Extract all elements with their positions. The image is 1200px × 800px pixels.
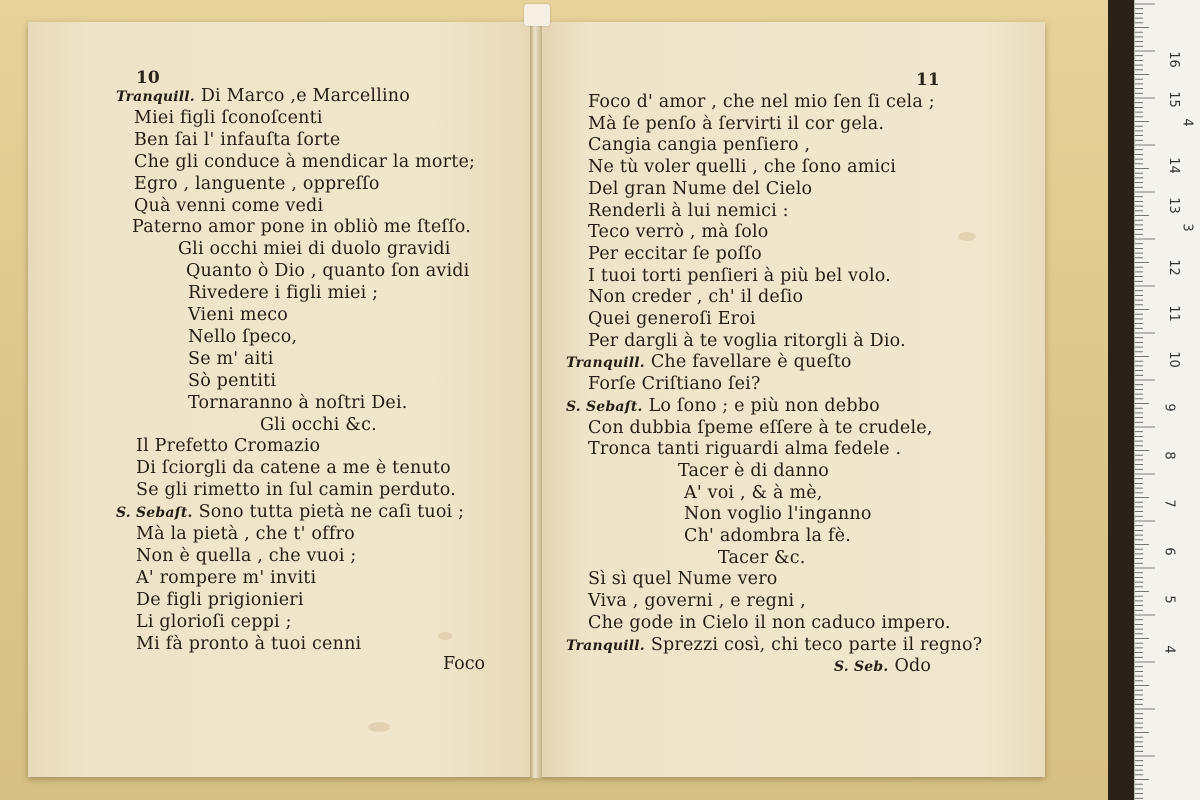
text-line xyxy=(186,261,469,281)
verse-text: Tornaranno à noſtri Dei. xyxy=(188,392,408,413)
verse-text: Se gli rimetto in ſul camin perduto. xyxy=(136,480,456,501)
text-line xyxy=(566,635,982,655)
text-line xyxy=(134,130,340,150)
verse-text: Non è quella , che vuoi ; xyxy=(136,545,357,566)
text-line xyxy=(188,283,378,303)
text-line xyxy=(684,483,823,503)
text-line xyxy=(132,217,471,237)
ruler-number: 3 xyxy=(1179,223,1195,232)
verse-text: Foco d' amor , che nel mio ſen ſi cela ; xyxy=(588,92,935,112)
verse-text: Nello ſpeco, xyxy=(188,326,298,347)
text-line xyxy=(588,179,812,199)
speaker-name: S. Sebaſt. xyxy=(116,505,193,522)
text-line xyxy=(588,309,756,329)
ruler-number: 15 xyxy=(1165,91,1181,108)
right-page-text xyxy=(538,22,1045,777)
text-line xyxy=(188,305,288,325)
binding-thread xyxy=(524,4,550,26)
text-line xyxy=(134,152,475,172)
verse-text: Quanto ò Dio , quanto ſon avidi xyxy=(186,261,470,282)
right-page xyxy=(538,22,1045,777)
text-line xyxy=(136,546,357,566)
text-line xyxy=(588,569,778,589)
text-line xyxy=(116,86,410,106)
speaker-name: S. Seb. xyxy=(834,659,889,676)
verse-text: Mà la pietà , che t' offro xyxy=(136,524,355,544)
verse-text: Che gode in Cielo il non caduco impero. xyxy=(588,612,951,633)
ruler-number: 7 xyxy=(1161,499,1177,508)
verse-text: Il Prefetto Cromazio xyxy=(136,436,321,457)
verse-text: Teco verrò , mà ſolo xyxy=(588,222,769,243)
verse-text: Del gran Nume del Cielo xyxy=(588,178,813,199)
ruler-number: 16 xyxy=(1165,51,1181,68)
verse-text: Vieni meco xyxy=(188,305,289,325)
background-edge xyxy=(1108,0,1134,800)
text-line xyxy=(678,461,829,481)
text-line xyxy=(588,287,803,307)
verse-text: A' rompere m' inviti xyxy=(136,567,317,588)
text-line xyxy=(136,590,304,610)
paper-stain xyxy=(958,232,976,241)
text-line xyxy=(188,327,297,347)
verse-text: Li glorioſi ceppi ; xyxy=(136,611,292,632)
verse-text: Che gli conduce à mendicar la morte; xyxy=(134,151,476,172)
text-line xyxy=(588,439,901,459)
verse-text: Gli occhi &c. xyxy=(260,414,377,435)
verse-text: Cangia cangia penſiero , xyxy=(588,135,811,156)
verse-text: Mà ſe penſo à ſervirti il cor gela. xyxy=(588,113,885,134)
text-line xyxy=(136,568,316,588)
verse-text: Tacer &c. xyxy=(718,547,806,568)
verse-text: Non creder , ch' il deſio xyxy=(588,287,804,308)
left-catchword: Foco xyxy=(443,654,486,674)
paper-stain xyxy=(368,722,390,732)
verse-text: Quei generoſi Eroi xyxy=(588,309,756,329)
text-line xyxy=(136,612,292,632)
ruler-number: 4 xyxy=(1179,118,1195,127)
text-line xyxy=(188,393,408,413)
verse-text: Di Marco ,e Marcellino xyxy=(200,86,410,106)
left-page xyxy=(28,22,534,777)
verse-text: Ch' adombra la fè. xyxy=(684,526,851,546)
speaker-name: Tranquill. xyxy=(566,637,645,654)
ruler-number: 4 xyxy=(1161,645,1177,654)
text-line xyxy=(588,135,810,155)
speaker-name: Tranquill. xyxy=(116,89,195,105)
verse-text: Lo ſono ; e più non debbo xyxy=(648,395,880,416)
verse-text: Sono tutta pietà ne caſi tuoi ; xyxy=(198,502,465,523)
text-line xyxy=(718,548,806,568)
left-page-number: 10 xyxy=(136,68,160,88)
measurement-ruler xyxy=(1134,0,1200,800)
text-line xyxy=(136,436,320,456)
paper-stain xyxy=(438,632,452,640)
verse-text: A' voi , & à mè, xyxy=(684,482,823,503)
verse-text: Sprezzi così, chi teco parte il regno? xyxy=(650,634,983,655)
text-line xyxy=(588,331,906,351)
verse-text: Tronca tanti riguardi alma fedele . xyxy=(588,439,902,460)
text-line xyxy=(588,244,762,264)
text-line xyxy=(834,656,931,676)
right-page-number: 11 xyxy=(916,70,940,90)
verse-text: Ne tù voler quelli , che ſono amici xyxy=(588,157,897,178)
speaker-name: S. Sebaſt. xyxy=(566,398,643,415)
ruler-number: 12 xyxy=(1165,259,1181,276)
text-line xyxy=(566,396,880,416)
verse-text: Se m' aiti xyxy=(188,348,274,369)
verse-text: Ben ſai l' infauſta ſorte xyxy=(134,129,341,150)
ruler-number: 13 xyxy=(1165,197,1181,214)
text-line xyxy=(588,374,761,394)
verse-text: Renderli à lui nemici : xyxy=(588,200,789,221)
verse-text: Che favellare è queſto xyxy=(650,352,852,373)
verse-text: Rivedere i figli miei ; xyxy=(188,283,379,304)
text-line xyxy=(588,266,891,286)
text-line xyxy=(116,502,464,522)
verse-text: Miei figli ſconoſcenti xyxy=(134,107,323,128)
ruler-number: 14 xyxy=(1165,157,1181,174)
text-line xyxy=(260,415,377,435)
text-line xyxy=(588,222,769,242)
verse-text: Gli occhi miei di duolo gravidi xyxy=(178,239,451,260)
text-line xyxy=(134,196,323,216)
verse-text: Egro , languente , oppreſſo xyxy=(134,173,380,194)
text-line xyxy=(566,352,852,372)
text-line xyxy=(588,92,935,112)
verse-text: Sò pentiti xyxy=(188,370,277,391)
verse-text: Di ſciorgli da catene a me è tenuto xyxy=(136,458,451,479)
verse-text: Non voglio l'inganno xyxy=(684,504,872,525)
text-line xyxy=(188,371,276,391)
ruler-number: 8 xyxy=(1161,451,1177,460)
ruler-number: 5 xyxy=(1161,595,1177,604)
verse-text: Per dargli à te voglia ritorgli à Dio. xyxy=(588,330,906,351)
verse-text: Viva , governi , e regni , xyxy=(588,591,806,612)
text-line xyxy=(684,504,872,524)
verse-text: De figli prigionieri xyxy=(136,589,304,610)
text-line xyxy=(188,349,274,369)
text-line xyxy=(134,108,323,128)
text-line xyxy=(588,613,951,633)
ruler-number: 10 xyxy=(1165,351,1181,368)
verse-text: Sì sì quel Nume vero xyxy=(588,569,778,590)
ruler-number: 11 xyxy=(1165,305,1181,322)
text-line xyxy=(178,239,451,259)
verse-text: Con dubbia ſpeme eſſere à te crudele, xyxy=(588,417,933,438)
text-line xyxy=(684,526,851,546)
verse-text: Paterno amor pone in obliò me ſteſſo. xyxy=(132,217,471,238)
text-line xyxy=(134,174,380,194)
text-line xyxy=(136,480,456,500)
ruler-number: 6 xyxy=(1161,547,1177,556)
text-line xyxy=(136,634,361,654)
text-line xyxy=(136,458,451,478)
verse-text: I tuoi torti penſieri à più bel volo. xyxy=(588,265,891,286)
text-line xyxy=(588,157,896,177)
speaker-name: Tranquill. xyxy=(566,355,645,372)
verse-text: Quà venni come vedi xyxy=(134,195,324,216)
text-line xyxy=(588,114,884,134)
verse-text: Forſe Criſtiano ſei? xyxy=(588,374,761,395)
verse-text: Odo xyxy=(894,656,932,677)
verse-text: Mi fà pronto à tuoi cenni xyxy=(136,633,362,654)
text-line xyxy=(136,524,355,544)
text-line xyxy=(588,418,933,438)
verse-text: Tacer è di danno xyxy=(678,460,830,481)
text-line xyxy=(588,201,789,221)
verse-text: Per eccitar ſe poſſo xyxy=(588,243,762,264)
book-spine xyxy=(530,8,542,778)
text-line xyxy=(588,591,806,611)
ruler-number: 9 xyxy=(1161,403,1177,412)
